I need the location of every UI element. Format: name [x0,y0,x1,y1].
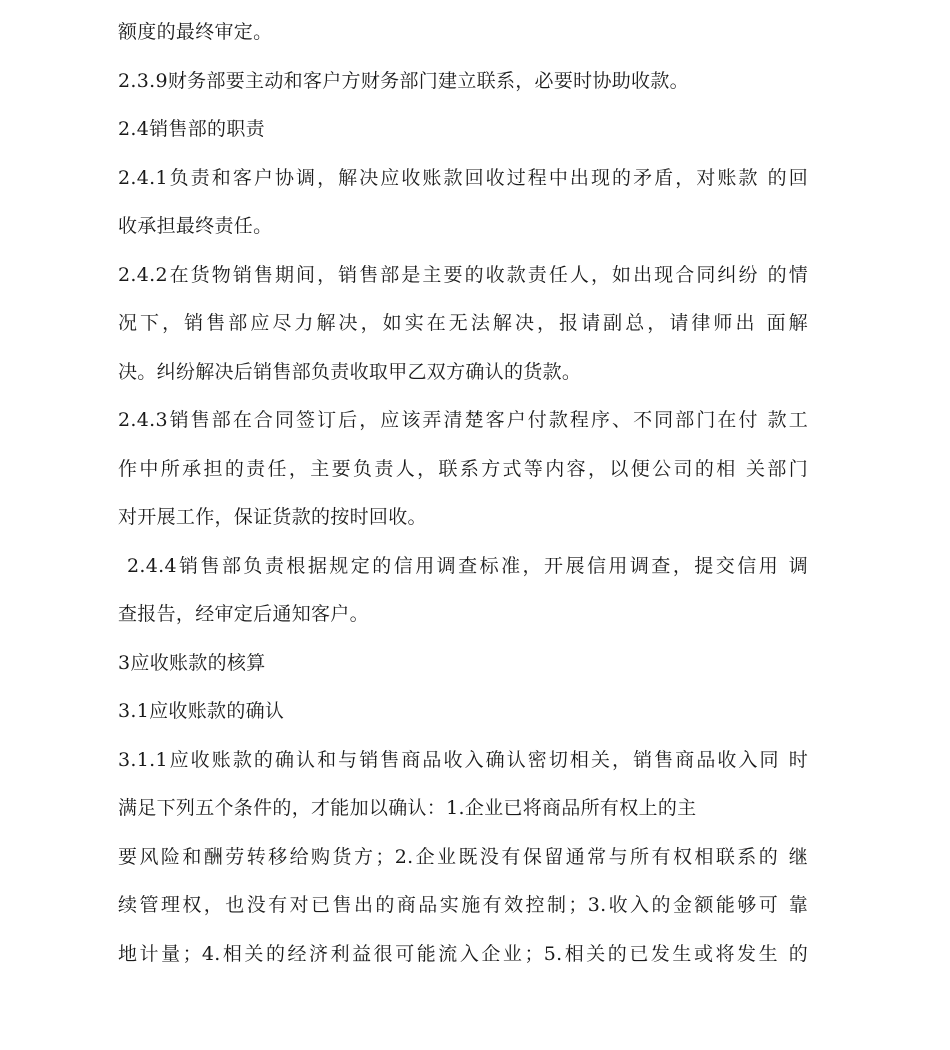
text-line: 3.1应收账款的确认 [118,700,285,722]
text-line: 2.4销售部的职责 [118,118,265,140]
text-line: 额度的最终审定。 [118,21,273,43]
text-line: 续管理权，也没有对已售出的商品实施有效控制；3.收入的金额能够可 靠 [118,894,808,916]
text-line: 满足下列五个条件的，才能加以确认：1.企业已将商品所有权上的主 [118,797,697,819]
text-line: 2.4.2在货物销售期间，销售部是主要的收款责任人，如出现合同纠纷 的情 [118,263,808,286]
text-line: 对开展工作，保证货款的按时回收。 [118,506,427,528]
text-line: 2.4.1负责和客户协调，解决应收账款回收过程中出现的矛盾，对账款 的回 [118,166,808,189]
text-line: 2.4.4销售部负责根据规定的信用调查标准，开展信用调查，提交信用 调 [127,554,808,577]
text-line: 3.1.1应收账款的确认和与销售商品收入确认密切相关，销售商品收入同 时 [118,748,808,771]
text-line: 决。纠纷解决后销售部负责收取甲乙双方确认的货款。 [118,360,582,383]
text-line: 要风险和酬劳转移给购货方；2.企业既没有保留通常与所有权相联系的 继 [118,845,808,868]
document-page [118,8,808,978]
text-line: 收承担最终责任。 [118,215,273,237]
text-line: 2.3.9财务部要主动和客户方财务部门建立联系，必要时协助收款。 [118,69,689,92]
text-line: 3应收账款的核算 [118,651,266,674]
text-line: 作中所承担的责任，主要负责人，联系方式等内容，以便公司的相 关部门 [118,457,808,480]
text-line: 地计量；4.相关的经济利益很可能流入企业；5.相关的已发生或将发生 的 [118,942,808,965]
text-line: 查报告，经审定后通知客户。 [118,603,369,625]
text-line: 2.4.3销售部在合同签订后，应该弄清楚客户付款程序、不同部门在付 款工 [118,409,808,431]
text-line: 况下，销售部应尽力解决，如实在无法解决，报请副总，请律师出 面解 [118,312,808,334]
